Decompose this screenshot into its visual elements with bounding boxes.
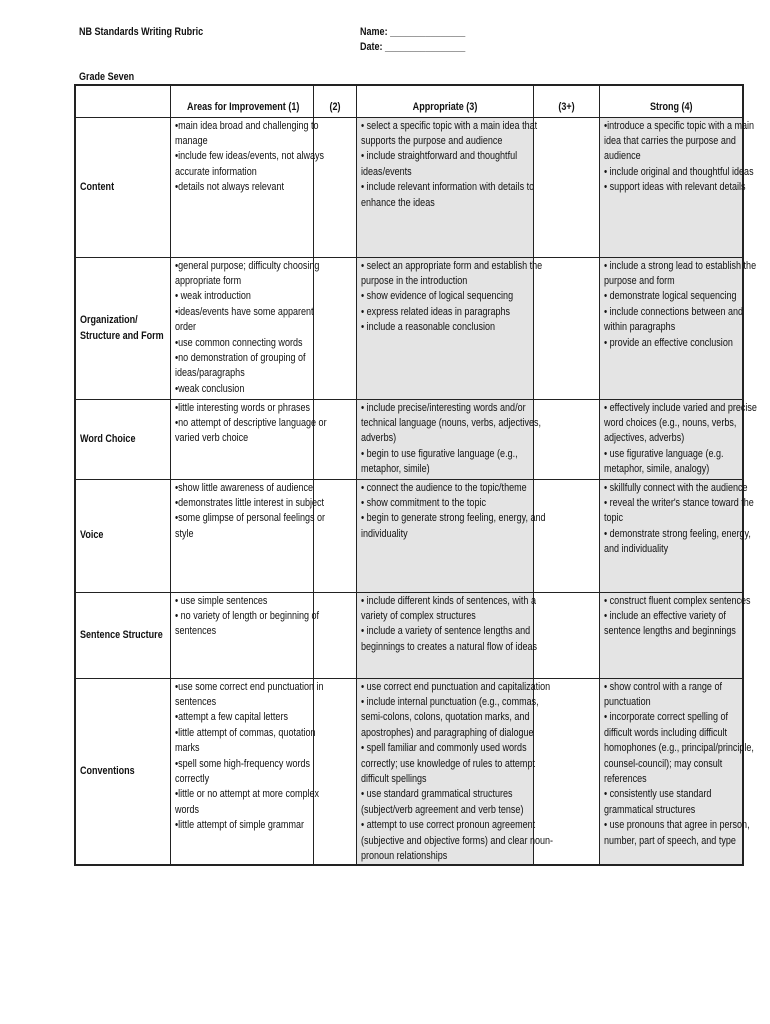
level-3plus-cell xyxy=(533,257,599,399)
appropriate-line: pronoun relationships xyxy=(360,849,447,862)
appropriate-line: • begin to generate strong feeling, energy, and xyxy=(360,512,546,525)
row-label-cell xyxy=(75,117,170,257)
strong-cell xyxy=(599,479,754,592)
strong-line: • use figurative language (e.g. xyxy=(603,447,724,460)
appropriate-line: enhance the ideas xyxy=(360,196,435,209)
appropriate-line: • include precise/interesting words and/or xyxy=(360,401,526,414)
improvement-cell xyxy=(170,117,324,257)
appropriate-line: adverbs) xyxy=(360,432,396,445)
level-2-cell xyxy=(313,117,356,257)
improvement-line: •include few ideas/events, not always xyxy=(174,150,324,163)
strong-line: idea that carries the purpose and xyxy=(603,134,736,147)
appropriate-cell xyxy=(356,399,541,479)
rubric-row xyxy=(75,592,743,678)
appropriate-line: • include straightforward and thoughtful xyxy=(360,150,517,163)
strong-line: audience xyxy=(603,150,641,163)
level-2-cell xyxy=(313,678,356,865)
strong-cell xyxy=(599,117,754,257)
rubric-row xyxy=(75,117,743,257)
rubric-row xyxy=(75,479,743,592)
header-row xyxy=(75,85,743,117)
improvement-line: •little interesting words or phrases xyxy=(174,401,310,414)
appropriate-line: supports the purpose and audience xyxy=(360,134,502,147)
rubric-table xyxy=(74,84,757,866)
improvement-line: manage xyxy=(174,134,208,147)
strong-line: references xyxy=(603,772,647,785)
improvement-line: style xyxy=(174,527,194,540)
improvement-line: •details not always relevant xyxy=(174,181,284,194)
improvement-line: •attempt a few capital letters xyxy=(174,711,288,724)
appropriate-line: purpose in the introduction xyxy=(360,274,467,287)
strong-line: • incorporate correct spelling of xyxy=(603,711,728,724)
improvement-line: correctly xyxy=(174,772,209,785)
label-line: Content xyxy=(80,180,115,193)
improvement-line: • no variety of length or beginning of xyxy=(174,609,319,622)
improvement-line: order xyxy=(174,321,196,334)
improvement-cell xyxy=(170,592,319,678)
strong-cell xyxy=(599,399,757,479)
strong-line: • effectively include varied and precise xyxy=(603,401,757,414)
row-label-cell xyxy=(75,479,170,592)
strong-line: • use pronouns that agree in person, xyxy=(603,819,750,832)
improvement-line: •use common connecting words xyxy=(174,336,302,349)
level-3plus-cell xyxy=(533,592,599,678)
strong-line: •introduce a specific topic with a main xyxy=(603,119,754,132)
improvement-line: • weak introduction xyxy=(174,290,251,303)
strong-line: word choices (e.g., nouns, verbs, xyxy=(603,416,736,429)
strong-line: • skillfully connect with the audience xyxy=(603,481,748,494)
improvement-cell xyxy=(170,257,319,399)
strong-line: • include connections between and xyxy=(603,305,743,318)
document-title: NB Standards Writing Rubric xyxy=(79,26,204,38)
strong-line: • demonstrate logical sequencing xyxy=(603,290,737,303)
improvement-line: accurate information xyxy=(174,165,257,178)
strong-line: • support ideas with relevant details xyxy=(603,181,746,194)
appropriate-line: technical language (nouns, verbs, adjectives, xyxy=(360,416,541,429)
label-line: Structure and Form xyxy=(80,329,164,342)
strong-line: • show control with a range of xyxy=(603,680,722,693)
improvement-line: appropriate form xyxy=(174,274,241,287)
improvement-line: •demonstrates little interest in subject xyxy=(174,496,324,509)
level-2-cell xyxy=(313,257,356,399)
improvement-cell xyxy=(170,678,324,865)
improvement-cell xyxy=(170,479,325,592)
improvement-line: words xyxy=(174,803,199,816)
strong-line: number, part of speech, and type xyxy=(603,834,736,847)
improvement-line: •little attempt of commas, quotation xyxy=(174,726,316,739)
date-field-label: Date: ________________ xyxy=(360,41,466,53)
improvement-line: •no demonstration of grouping of xyxy=(174,351,306,364)
strong-cell xyxy=(599,678,754,865)
improvement-line: •little or no attempt at more complex xyxy=(174,788,319,801)
rubric-row xyxy=(75,399,743,479)
improvement-line: •weak conclusion xyxy=(174,382,244,395)
label-line: Organization/ xyxy=(80,314,138,327)
appropriate-line: • use correct end punctuation and capitalization xyxy=(360,680,550,693)
appropriate-line: (subject/verb agreement and verb tense) xyxy=(360,803,523,816)
improvement-line: • use simple sentences xyxy=(174,594,267,607)
strong-line: • include an effective variety of xyxy=(603,609,726,622)
level-3plus-cell xyxy=(533,399,599,479)
appropriate-line: • connect the audience to the topic/theme xyxy=(360,481,527,494)
appropriate-line: difficult spellings xyxy=(360,772,427,785)
row-label-cell xyxy=(75,399,170,479)
appropriate-line: ideas/events xyxy=(360,165,412,178)
strong-line: • provide an effective conclusion xyxy=(603,336,733,349)
strong-cell xyxy=(599,257,756,399)
appropriate-line: individuality xyxy=(360,527,408,540)
appropriate-line: correctly; use knowledge of rules to attempt xyxy=(360,757,535,770)
strong-line: counsel-council); may consult xyxy=(603,757,722,770)
improvement-line: •ideas/events have some apparent xyxy=(174,305,314,318)
header-cell-appropriate: Appropriate (3) xyxy=(356,85,533,117)
header-cell-strong: Strong (4) xyxy=(599,85,743,117)
improvement-line: •main idea broad and challenging to xyxy=(174,119,319,132)
level-3plus-cell xyxy=(533,479,599,592)
appropriate-line: metaphor, simile) xyxy=(360,463,430,476)
appropriate-line: • use standard grammatical structures xyxy=(360,788,513,801)
strong-line: adjectives, adverbs) xyxy=(603,432,684,445)
improvement-line: marks xyxy=(174,742,200,755)
improvement-line: •little attempt of simple grammar xyxy=(174,819,304,832)
strong-line: within paragraphs xyxy=(603,321,675,334)
appropriate-line: semi-colons, colons, quotation marks, and xyxy=(360,711,529,724)
appropriate-line: • show commitment to the topic xyxy=(360,496,486,509)
appropriate-line: • select a specific topic with a main idea that xyxy=(360,119,537,132)
appropriate-line: beginnings to creates a natural flow of ideas xyxy=(360,640,537,653)
label-line: Word Choice xyxy=(80,432,136,445)
label-line: Conventions xyxy=(80,765,135,778)
improvement-cell xyxy=(170,399,327,479)
rubric-row xyxy=(75,257,743,399)
appropriate-line: variety of complex structures xyxy=(360,609,476,622)
improvement-line: •show little awareness of audience xyxy=(174,481,313,494)
strong-line: metaphor, simile, analogy) xyxy=(603,463,709,476)
appropriate-line: • spell familiar and commonly used words xyxy=(360,742,527,755)
appropriate-cell xyxy=(356,117,537,257)
improvement-line: sentences xyxy=(174,625,216,638)
label-line: Voice xyxy=(80,529,104,542)
appropriate-line: • begin to use figurative language (e.g., xyxy=(360,447,518,460)
header-cell-improvement: Areas for Improvement (1) xyxy=(170,85,313,117)
appropriate-line: • include internal punctuation (e.g., commas, xyxy=(360,695,539,708)
strong-line: • reveal the writer's stance toward the xyxy=(603,496,754,509)
strong-line: difficult words including difficult xyxy=(603,726,727,739)
strong-line: grammatical structures xyxy=(603,803,695,816)
appropriate-line: • include a reasonable conclusion xyxy=(360,321,495,334)
appropriate-line: • express related ideas in paragraphs xyxy=(360,305,510,318)
appropriate-line: apostrophes) and paragraphing of dialogue xyxy=(360,726,534,739)
improvement-line: •use some correct end punctuation in xyxy=(174,680,324,693)
strong-line: • include a strong lead to establish the xyxy=(603,259,756,272)
strong-line: • include original and thoughtful ideas xyxy=(603,165,754,178)
label-line: Sentence Structure xyxy=(80,628,163,641)
grade-label: Grade Seven xyxy=(79,71,135,83)
name-field-label: Name: _______________ xyxy=(360,26,466,38)
row-label-cell xyxy=(75,257,170,399)
appropriate-cell xyxy=(356,479,546,592)
header-cell-level-2: (2) xyxy=(313,85,356,117)
improvement-line: •no attempt of descriptive language or xyxy=(174,416,327,429)
strong-line: • demonstrate strong feeling, energy, xyxy=(603,527,751,540)
improvement-line: •spell some high-frequency words xyxy=(174,757,310,770)
appropriate-cell xyxy=(356,678,553,865)
appropriate-line: • select an appropriate form and establish the xyxy=(360,259,542,272)
appropriate-cell xyxy=(356,592,537,678)
row-label-cell xyxy=(75,678,170,865)
improvement-line: •some glimpse of personal feelings or xyxy=(174,512,325,525)
strong-cell xyxy=(599,592,751,678)
strong-line: • consistently use standard xyxy=(603,788,711,801)
strong-line: sentence lengths and beginnings xyxy=(603,625,736,638)
row-label-cell xyxy=(75,592,170,678)
appropriate-line: • include relevant information with details to xyxy=(360,181,534,194)
strong-line: • construct fluent complex sentences xyxy=(603,594,751,607)
rubric-row xyxy=(75,678,743,865)
level-2-cell xyxy=(313,592,356,678)
header-cell-level-3plus: (3+) xyxy=(533,85,599,117)
improvement-line: sentences xyxy=(174,695,216,708)
improvement-line: ideas/paragraphs xyxy=(174,367,245,380)
appropriate-line: • include different kinds of sentences, with a xyxy=(360,594,536,607)
improvement-line: varied verb choice xyxy=(174,432,248,445)
appropriate-cell xyxy=(356,257,542,399)
strong-line: topic xyxy=(603,512,623,525)
strong-line: purpose and form xyxy=(603,274,675,287)
improvement-line: •general purpose; difficulty choosing xyxy=(174,259,319,272)
header-cell-blank xyxy=(75,85,170,117)
strong-line: punctuation xyxy=(603,695,651,708)
appropriate-line: • show evidence of logical sequencing xyxy=(360,290,513,303)
strong-line: homophones (e.g., principal/principle, xyxy=(603,742,754,755)
appropriate-line: • include a variety of sentence lengths and xyxy=(360,625,530,638)
strong-line: and individuality xyxy=(603,543,668,556)
level-3plus-cell xyxy=(533,117,599,257)
appropriate-line: (subjective and objective forms) and clear noun- xyxy=(360,834,553,847)
appropriate-line: • attempt to use correct pronoun agreement xyxy=(360,819,535,832)
level-2-cell xyxy=(313,399,356,479)
